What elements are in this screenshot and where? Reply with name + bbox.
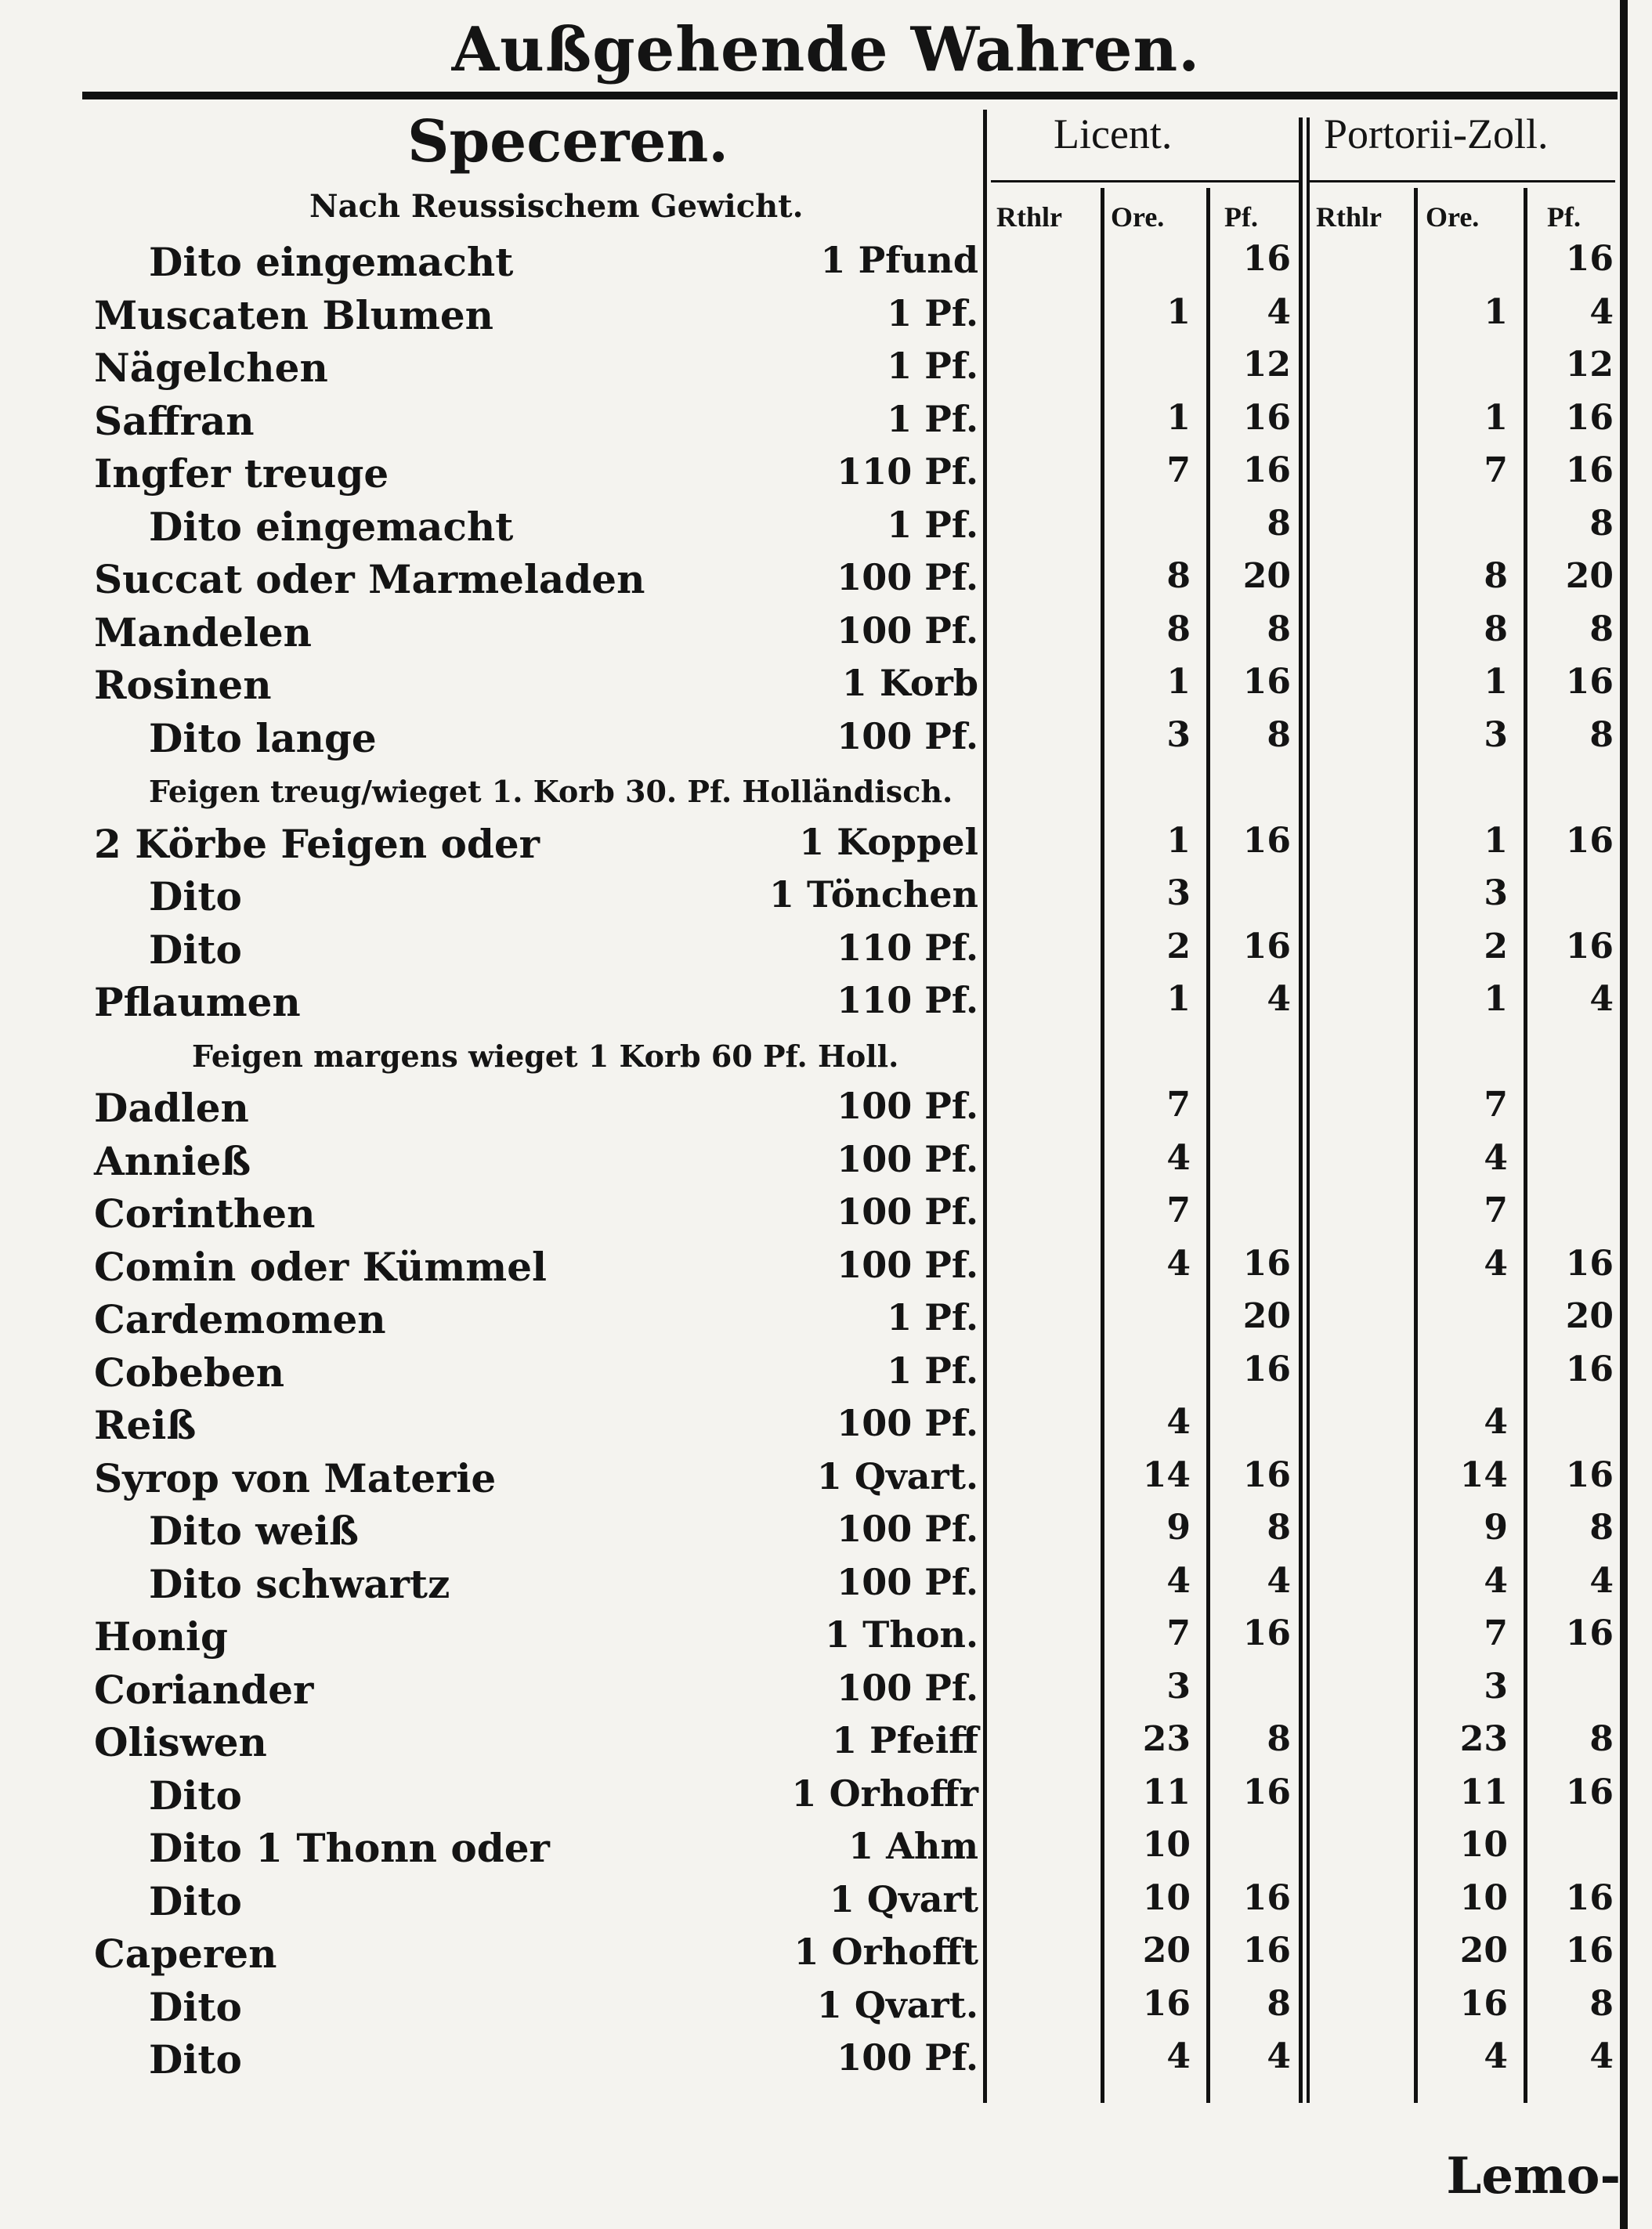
licent-pf-value: 16: [1242, 1772, 1291, 1812]
portorii-pf-value: 4: [1589, 1561, 1614, 1601]
licent-pf-value: 16: [1242, 239, 1291, 279]
licent-ore-value: 9: [1166, 1508, 1191, 1548]
portorii-pf-value: 20: [1565, 556, 1614, 596]
item-unit: 100 Pf.: [837, 609, 978, 652]
subhead-licent-ore: Ore.: [1111, 201, 1165, 233]
item-name: Dadlen: [94, 1085, 249, 1131]
item-unit: 1 Pfund: [820, 239, 978, 281]
item-name: Honig: [94, 1613, 228, 1660]
item-unit: 100 Pf.: [837, 1244, 978, 1286]
portorii-pf-value: 12: [1565, 345, 1614, 385]
licent-ore-value: 11: [1142, 1772, 1191, 1812]
item-name: Dito 1 Thonn oder: [149, 1825, 550, 1871]
item-name: Caperen: [94, 1931, 277, 1977]
portorii-pf-value: 16: [1565, 1244, 1614, 1284]
portorii-pf-value: 16: [1565, 450, 1614, 490]
portorii-pf-value: 16: [1565, 927, 1614, 966]
table-row: [0, 450, 1652, 503]
licent-ore-value: 3: [1166, 873, 1191, 913]
item-name: Succat oder Marmeladen: [94, 556, 645, 602]
item-unit: 1 Tönchen: [768, 873, 978, 916]
licent-ore-value: 4: [1166, 1138, 1191, 1178]
item-name: Pflaumen: [94, 979, 301, 1025]
item-name: Comin oder Kümmel: [94, 1244, 548, 1290]
portorii-pf-value: 16: [1565, 662, 1614, 702]
item-name: Dito weiß: [149, 1508, 360, 1554]
table-row: [0, 1719, 1652, 1772]
table-row: [0, 715, 1652, 768]
licent-ore-value: 4: [1166, 1561, 1191, 1601]
item-name: Dito eingemacht: [149, 239, 514, 285]
item-unit: 100 Pf.: [837, 715, 978, 757]
licent-pf-value: 8: [1267, 1719, 1291, 1759]
item-name: Reiß: [94, 1402, 197, 1448]
item-name: Dito: [149, 873, 242, 919]
portorii-pf-value: 16: [1565, 821, 1614, 861]
portorii-ore-value: 3: [1484, 715, 1508, 755]
portorii-ore-value: 20: [1459, 1931, 1508, 1971]
licent-pf-value: 4: [1267, 2036, 1291, 2076]
licent-ore-value: 7: [1166, 1190, 1191, 1230]
table-row: [0, 821, 1652, 873]
portorii-pf-value: 20: [1565, 1296, 1614, 1336]
portorii-ore-value: 1: [1484, 979, 1508, 1019]
table-row: [0, 1402, 1652, 1454]
item-name: Nägelchen: [94, 345, 328, 391]
page-title: Außgehende Wahren.: [451, 14, 1201, 85]
table-row: [0, 1244, 1652, 1296]
item-unit: 100 Pf.: [837, 1402, 978, 1444]
table-row: [0, 609, 1652, 662]
item-unit: 1 Pf.: [887, 1349, 978, 1392]
portorii-ore-value: 23: [1459, 1719, 1508, 1759]
portorii-pf-value: 4: [1589, 292, 1614, 332]
item-name: Dito: [149, 1878, 242, 1924]
licent-ore-value: 1: [1166, 398, 1191, 438]
section-subheading: Nach Reussischem Gewicht.: [309, 188, 804, 225]
table-row: [0, 1508, 1652, 1560]
item-name: Dito: [149, 1772, 242, 1819]
item-unit: 1 Qvart.: [816, 1984, 978, 2026]
table-note: Feigen treug/wieget 1. Korb 30. Pf. Holländisch.: [149, 774, 953, 809]
table-row: [0, 1931, 1652, 1983]
table-row: [0, 1984, 1652, 2036]
licent-pf-value: 16: [1242, 450, 1291, 490]
licent-pf-value: 8: [1267, 715, 1291, 755]
table-row: [0, 398, 1652, 450]
portorii-ore-value: 4: [1484, 1244, 1508, 1284]
portorii-pf-value: 16: [1565, 1349, 1614, 1389]
licent-ore-value: 16: [1142, 1984, 1191, 2024]
portorii-ore-value: 7: [1484, 1085, 1508, 1125]
portorii-pf-value: 8: [1589, 504, 1614, 544]
portorii-ore-value: 7: [1484, 1190, 1508, 1230]
licent-ore-value: 8: [1166, 609, 1191, 649]
licent-ore-value: 10: [1142, 1878, 1191, 1918]
portorii-ore-value: 9: [1484, 1508, 1508, 1548]
licent-pf-value: 8: [1267, 1508, 1291, 1548]
table-row: [0, 1772, 1652, 1825]
item-name: Dito: [149, 2036, 242, 2083]
item-unit: 100 Pf.: [837, 1667, 978, 1709]
table-note: Feigen margens wieget 1 Korb 60 Pf. Holl.: [192, 1039, 899, 1074]
item-unit: 1 Korb: [841, 662, 978, 704]
licent-ore-value: 1: [1166, 979, 1191, 1019]
item-unit: 100 Pf.: [837, 1085, 978, 1127]
item-unit: 100 Pf.: [837, 1138, 978, 1180]
item-name: Ingfer treuge: [94, 450, 389, 497]
licent-pf-value: 16: [1242, 1349, 1291, 1389]
table-row: [0, 1190, 1652, 1243]
licent-ore-value: 7: [1166, 450, 1191, 490]
portorii-pf-value: 16: [1565, 239, 1614, 279]
portorii-ore-value: 7: [1484, 1613, 1508, 1653]
portorii-pf-value: 16: [1565, 398, 1614, 438]
licent-pf-value: 8: [1267, 609, 1291, 649]
licent-ore-value: 14: [1142, 1455, 1191, 1495]
item-unit: 1 Qvart: [829, 1878, 978, 1920]
item-unit: 100 Pf.: [837, 1508, 978, 1550]
portorii-ore-value: 16: [1459, 1984, 1508, 2024]
licent-header-rule: [991, 180, 1300, 182]
item-unit: 1 Orhoffr: [791, 1772, 978, 1815]
table-row: [0, 292, 1652, 345]
portorii-ore-value: 1: [1484, 398, 1508, 438]
item-name: Saffran: [94, 398, 255, 444]
licent-ore-value: 4: [1166, 1402, 1191, 1442]
item-name: Cobeben: [94, 1349, 285, 1396]
portorii-ore-value: 10: [1459, 1825, 1508, 1865]
licent-ore-value: 1: [1166, 662, 1191, 702]
table-row: [0, 662, 1652, 714]
table-row: [0, 1667, 1652, 1719]
item-unit: 1 Ahm: [848, 1825, 978, 1867]
item-name: Syrop von Materie: [94, 1455, 497, 1501]
portorii-pf-value: 16: [1565, 1931, 1614, 1971]
item-name: Dito: [149, 927, 242, 973]
item-unit: 1 Qvart.: [816, 1455, 978, 1497]
item-unit: 110 Pf.: [837, 979, 978, 1021]
item-unit: 110 Pf.: [837, 927, 978, 969]
licent-ore-value: 23: [1142, 1719, 1191, 1759]
licent-ore-value: 4: [1166, 1244, 1191, 1284]
item-name: Cardemomen: [94, 1296, 386, 1342]
table-row: [0, 1878, 1652, 1931]
table-row: [0, 1138, 1652, 1190]
table-row: [0, 1455, 1652, 1508]
item-name: Mandelen: [94, 609, 313, 656]
table-row: [0, 873, 1652, 926]
licent-ore-value: 3: [1166, 1667, 1191, 1707]
item-unit: 1 Pf.: [887, 345, 978, 387]
licent-pf-value: 16: [1242, 1613, 1291, 1653]
licent-pf-value: 8: [1267, 504, 1291, 544]
licent-pf-value: 4: [1267, 979, 1291, 1019]
subhead-licent-rthlr: Rthlr: [996, 201, 1062, 233]
subhead-portorii-rthlr: Rthlr: [1316, 201, 1382, 233]
licent-pf-value: 16: [1242, 662, 1291, 702]
table-row: [0, 927, 1652, 979]
portorii-ore-value: 3: [1484, 873, 1508, 913]
licent-ore-value: 7: [1166, 1613, 1191, 1653]
item-unit: 1 Pf.: [887, 504, 978, 546]
portorii-ore-value: 4: [1484, 1402, 1508, 1442]
portorii-pf-value: 8: [1589, 715, 1614, 755]
table-row: [0, 345, 1652, 397]
portorii-pf-value: 4: [1589, 2036, 1614, 2076]
portorii-ore-value: 7: [1484, 450, 1508, 490]
licent-pf-value: 16: [1242, 1455, 1291, 1495]
licent-ore-value: 1: [1166, 821, 1191, 861]
item-name: Dito lange: [149, 715, 377, 761]
catchword: Lemo-: [1446, 2147, 1621, 2206]
table-row: [0, 2036, 1652, 2089]
portorii-ore-value: 4: [1484, 1138, 1508, 1178]
licent-pf-value: 16: [1242, 821, 1291, 861]
licent-ore-value: 3: [1166, 715, 1191, 755]
portorii-ore-value: 10: [1459, 1878, 1508, 1918]
portorii-pf-value: 4: [1589, 979, 1614, 1019]
table-row: [0, 556, 1652, 609]
item-unit: 1 Pf.: [887, 398, 978, 440]
licent-pf-value: 8: [1267, 1984, 1291, 2024]
licent-pf-value: 4: [1267, 292, 1291, 332]
licent-pf-value: 16: [1242, 398, 1291, 438]
portorii-ore-value: 4: [1484, 1561, 1508, 1601]
table-row: [0, 1085, 1652, 1137]
licent-ore-value: 20: [1142, 1931, 1191, 1971]
portorii-pf-value: 16: [1565, 1613, 1614, 1653]
licent-pf-value: 12: [1242, 345, 1291, 385]
portorii-ore-value: 8: [1484, 609, 1508, 649]
item-unit: 100 Pf.: [837, 1190, 978, 1233]
item-unit: 1 Pfeiff: [832, 1719, 978, 1761]
table-row: [0, 979, 1652, 1031]
item-unit: 1 Koppel: [799, 821, 978, 863]
item-name: Muscaten Blumen: [94, 292, 494, 338]
licent-ore-value: 10: [1142, 1825, 1191, 1865]
portorii-ore-value: 1: [1484, 662, 1508, 702]
table-row: [0, 1613, 1652, 1666]
licent-ore-value: 1: [1166, 292, 1191, 332]
subhead-portorii-pf: Pf.: [1547, 201, 1581, 233]
portorii-ore-value: 11: [1459, 1772, 1508, 1812]
portorii-ore-value: 4: [1484, 2036, 1508, 2076]
top-rule: [82, 92, 1618, 99]
licent-ore-value: 4: [1166, 2036, 1191, 2076]
portorii-pf-value: 8: [1589, 609, 1614, 649]
portorii-pf-value: 16: [1565, 1878, 1614, 1918]
licent-pf-value: 16: [1242, 1878, 1291, 1918]
item-name: Corinthen: [94, 1190, 316, 1237]
item-unit: 100 Pf.: [837, 556, 978, 598]
item-unit: 1 Pf.: [887, 1296, 978, 1338]
item-unit: 100 Pf.: [837, 2036, 978, 2079]
subhead-portorii-ore: Ore.: [1426, 201, 1480, 233]
section-heading: Speceren.: [407, 108, 729, 175]
table-row: [0, 1296, 1652, 1349]
licent-ore-value: 8: [1166, 556, 1191, 596]
item-unit: 100 Pf.: [837, 1561, 978, 1603]
item-unit: 1 Thon.: [825, 1613, 978, 1656]
licent-ore-value: 2: [1166, 927, 1191, 966]
licent-pf-value: 4: [1267, 1561, 1291, 1601]
item-name: Rosinen: [94, 662, 272, 708]
item-name: Dito eingemacht: [149, 504, 514, 550]
licent-pf-value: 16: [1242, 1931, 1291, 1971]
portorii-pf-value: 16: [1565, 1772, 1614, 1812]
item-name: Dito schwartz: [149, 1561, 450, 1607]
portorii-ore-value: 2: [1484, 927, 1508, 966]
licent-pf-value: 16: [1242, 927, 1291, 966]
item-name: Oliswen: [94, 1719, 267, 1765]
portorii-header-rule: [1310, 180, 1615, 182]
licent-pf-value: 20: [1242, 556, 1291, 596]
portorii-ore-value: 8: [1484, 556, 1508, 596]
table-row: [0, 1825, 1652, 1877]
portorii-ore-value: 1: [1484, 292, 1508, 332]
portorii-pf-value: 8: [1589, 1984, 1614, 2024]
item-unit: 110 Pf.: [837, 450, 978, 493]
item-unit: 1 Orhofft: [793, 1931, 978, 1973]
portorii-ore-value: 3: [1484, 1667, 1508, 1707]
item-name: Coriander: [94, 1667, 314, 1713]
licent-heading: Licent.: [1054, 110, 1173, 157]
table-row: [0, 1349, 1652, 1402]
item-name: Dito: [149, 1984, 242, 2030]
subhead-licent-pf: Pf.: [1224, 201, 1258, 233]
portorii-ore-value: 1: [1484, 821, 1508, 861]
licent-pf-value: 16: [1242, 1244, 1291, 1284]
portorii-ore-value: 14: [1459, 1455, 1508, 1495]
item-name: Annieß: [94, 1138, 251, 1184]
item-unit: 1 Pf.: [887, 292, 978, 334]
licent-pf-value: 20: [1242, 1296, 1291, 1336]
portorii-pf-value: 8: [1589, 1508, 1614, 1548]
table-row: [0, 1561, 1652, 1613]
portorii-pf-value: 8: [1589, 1719, 1614, 1759]
licent-ore-value: 7: [1166, 1085, 1191, 1125]
table-row: [0, 239, 1652, 291]
item-name: 2 Körbe Feigen oder: [94, 821, 540, 867]
portorii-heading: Portorii-Zoll.: [1324, 110, 1549, 157]
portorii-pf-value: 16: [1565, 1455, 1614, 1495]
table-row: [0, 504, 1652, 556]
